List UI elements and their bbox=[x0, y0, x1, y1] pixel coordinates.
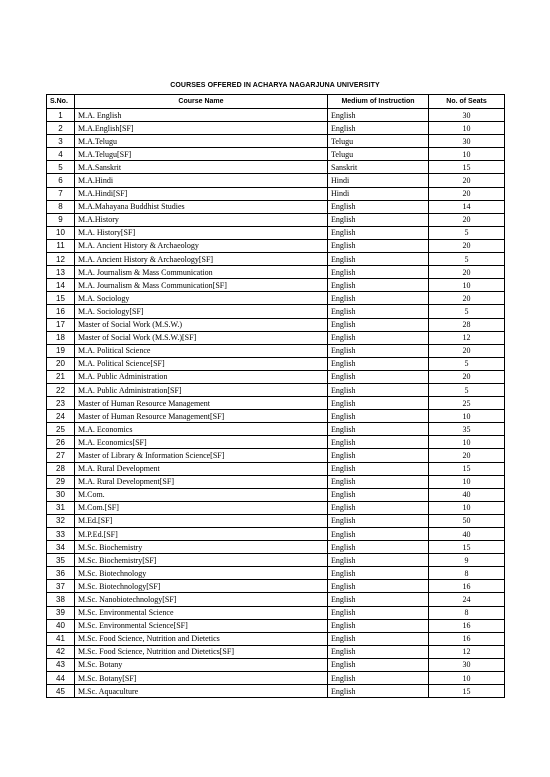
table-row bbox=[47, 514, 505, 527]
cell-medium: English bbox=[328, 423, 429, 436]
cell-course-name: M.A.Mahayana Buddhist Studies bbox=[75, 200, 328, 213]
cell-seats: 10 bbox=[429, 436, 505, 449]
table-row bbox=[47, 239, 505, 252]
cell-course-name: M.A. Journalism & Mass Communication bbox=[75, 266, 328, 279]
table-row bbox=[47, 436, 505, 449]
page-title: COURSES OFFERED IN ACHARYA NAGARJUNA UNIVERSITY bbox=[170, 82, 380, 89]
cell-sno: 20 bbox=[47, 357, 75, 370]
cell-sno: 7 bbox=[47, 187, 75, 200]
table-row bbox=[47, 122, 505, 135]
cell-sno: 33 bbox=[47, 528, 75, 541]
cell-course-name: M.A. Ancient History & Archaeology bbox=[75, 239, 328, 252]
cell-seats: 20 bbox=[429, 292, 505, 305]
cell-seats: 14 bbox=[429, 200, 505, 213]
table-row bbox=[47, 174, 505, 187]
table-row bbox=[47, 187, 505, 200]
cell-medium: English bbox=[328, 462, 429, 475]
cell-medium: English bbox=[328, 370, 429, 383]
cell-sno: 9 bbox=[47, 213, 75, 226]
cell-medium: English bbox=[328, 619, 429, 632]
cell-course-name: M.Sc. Aquaculture bbox=[75, 685, 328, 698]
cell-medium: Hindi bbox=[328, 187, 429, 200]
cell-sno: 43 bbox=[47, 658, 75, 671]
cell-medium: English bbox=[328, 436, 429, 449]
cell-medium: English bbox=[328, 331, 429, 344]
column-header-course-name: Course Name bbox=[75, 95, 328, 109]
cell-sno: 21 bbox=[47, 370, 75, 383]
table-row bbox=[47, 397, 505, 410]
cell-sno: 29 bbox=[47, 475, 75, 488]
cell-seats: 10 bbox=[429, 279, 505, 292]
cell-sno: 25 bbox=[47, 423, 75, 436]
table-row bbox=[47, 580, 505, 593]
cell-course-name: M.A.History bbox=[75, 213, 328, 226]
table-row bbox=[47, 488, 505, 501]
cell-course-name: Master of Human Resource Management[SF] bbox=[75, 410, 328, 423]
cell-seats: 28 bbox=[429, 318, 505, 331]
cell-medium: English bbox=[328, 567, 429, 580]
table-row bbox=[47, 213, 505, 226]
cell-seats: 20 bbox=[429, 213, 505, 226]
table-row bbox=[47, 501, 505, 514]
cell-medium: English bbox=[328, 541, 429, 554]
cell-seats: 20 bbox=[429, 187, 505, 200]
cell-sno: 17 bbox=[47, 318, 75, 331]
cell-seats: 10 bbox=[429, 410, 505, 423]
cell-course-name: M.Sc. Food Science, Nutrition and Dietetics[SF] bbox=[75, 645, 328, 658]
cell-course-name: M.Ed.[SF] bbox=[75, 514, 328, 527]
cell-course-name: M.Sc. Botany[SF] bbox=[75, 672, 328, 685]
cell-sno: 5 bbox=[47, 161, 75, 174]
cell-medium: English bbox=[328, 109, 429, 122]
cell-medium: English bbox=[328, 318, 429, 331]
cell-course-name: M.A. Journalism & Mass Communication[SF] bbox=[75, 279, 328, 292]
cell-sno: 39 bbox=[47, 606, 75, 619]
cell-seats: 15 bbox=[429, 541, 505, 554]
table-row bbox=[47, 541, 505, 554]
cell-medium: English bbox=[328, 488, 429, 501]
cell-course-name: M.Sc. Biotechnology[SF] bbox=[75, 580, 328, 593]
cell-course-name: M.A. Political Science[SF] bbox=[75, 357, 328, 370]
cell-sno: 22 bbox=[47, 383, 75, 396]
cell-sno: 34 bbox=[47, 541, 75, 554]
cell-course-name: M.Sc. Biochemistry bbox=[75, 541, 328, 554]
cell-course-name: M.A. English bbox=[75, 109, 328, 122]
cell-medium: English bbox=[328, 501, 429, 514]
cell-course-name: M.A. History[SF] bbox=[75, 226, 328, 239]
cell-seats: 5 bbox=[429, 305, 505, 318]
table-row bbox=[47, 135, 505, 148]
cell-medium: English bbox=[328, 122, 429, 135]
cell-seats: 15 bbox=[429, 462, 505, 475]
cell-course-name: M.A. Sociology bbox=[75, 292, 328, 305]
cell-sno: 31 bbox=[47, 501, 75, 514]
cell-medium: Telugu bbox=[328, 135, 429, 148]
cell-seats: 30 bbox=[429, 135, 505, 148]
cell-medium: English bbox=[328, 658, 429, 671]
cell-medium: Hindi bbox=[328, 174, 429, 187]
cell-sno: 8 bbox=[47, 200, 75, 213]
table-row bbox=[47, 357, 505, 370]
cell-sno: 2 bbox=[47, 122, 75, 135]
cell-sno: 10 bbox=[47, 226, 75, 239]
cell-seats: 20 bbox=[429, 266, 505, 279]
cell-seats: 15 bbox=[429, 161, 505, 174]
cell-sno: 35 bbox=[47, 554, 75, 567]
cell-sno: 6 bbox=[47, 174, 75, 187]
table-row bbox=[47, 383, 505, 396]
table-row bbox=[47, 567, 505, 580]
cell-seats: 10 bbox=[429, 148, 505, 161]
cell-course-name: M.A. Economics[SF] bbox=[75, 436, 328, 449]
cell-sno: 37 bbox=[47, 580, 75, 593]
cell-seats: 30 bbox=[429, 109, 505, 122]
column-header-seats: No. of Seats bbox=[429, 95, 505, 109]
table-row bbox=[47, 672, 505, 685]
cell-seats: 15 bbox=[429, 685, 505, 698]
cell-course-name: M.A. Rural Development bbox=[75, 462, 328, 475]
table-row bbox=[47, 279, 505, 292]
table-row bbox=[47, 619, 505, 632]
cell-course-name: M.A.Hindi[SF] bbox=[75, 187, 328, 200]
table-row bbox=[47, 109, 505, 122]
cell-sno: 24 bbox=[47, 410, 75, 423]
cell-course-name: M.A. Sociology[SF] bbox=[75, 305, 328, 318]
column-header-medium: Medium of Instruction bbox=[328, 95, 429, 109]
table-row bbox=[47, 305, 505, 318]
table-row bbox=[47, 685, 505, 698]
cell-medium: English bbox=[328, 410, 429, 423]
cell-course-name: M.P.Ed.[SF] bbox=[75, 528, 328, 541]
cell-sno: 40 bbox=[47, 619, 75, 632]
cell-medium: English bbox=[328, 554, 429, 567]
table-row bbox=[47, 475, 505, 488]
cell-medium: English bbox=[328, 672, 429, 685]
cell-medium: English bbox=[328, 279, 429, 292]
table-row bbox=[47, 226, 505, 239]
cell-seats: 20 bbox=[429, 344, 505, 357]
cell-medium: English bbox=[328, 645, 429, 658]
table-row bbox=[47, 253, 505, 266]
table-row bbox=[47, 658, 505, 671]
cell-course-name: M.Sc. Environmental Science[SF] bbox=[75, 619, 328, 632]
cell-sno: 13 bbox=[47, 266, 75, 279]
cell-seats: 20 bbox=[429, 370, 505, 383]
cell-seats: 20 bbox=[429, 449, 505, 462]
cell-course-name: M.Com. bbox=[75, 488, 328, 501]
cell-medium: English bbox=[328, 580, 429, 593]
cell-sno: 42 bbox=[47, 645, 75, 658]
table-row bbox=[47, 632, 505, 645]
courses-table bbox=[46, 94, 505, 698]
cell-sno: 23 bbox=[47, 397, 75, 410]
cell-sno: 26 bbox=[47, 436, 75, 449]
table-row bbox=[47, 266, 505, 279]
cell-seats: 5 bbox=[429, 357, 505, 370]
cell-seats: 16 bbox=[429, 632, 505, 645]
cell-medium: English bbox=[328, 292, 429, 305]
cell-course-name: M.Sc. Biochemistry[SF] bbox=[75, 554, 328, 567]
cell-medium: English bbox=[328, 200, 429, 213]
cell-course-name: M.Sc. Environmental Science bbox=[75, 606, 328, 619]
cell-course-name: M.A.Telugu bbox=[75, 135, 328, 148]
cell-seats: 10 bbox=[429, 122, 505, 135]
cell-seats: 40 bbox=[429, 488, 505, 501]
table-row bbox=[47, 462, 505, 475]
cell-medium: Telugu bbox=[328, 148, 429, 161]
table-row bbox=[47, 318, 505, 331]
table-row bbox=[47, 449, 505, 462]
cell-medium: English bbox=[328, 685, 429, 698]
cell-course-name: M.A. Political Science bbox=[75, 344, 328, 357]
cell-seats: 10 bbox=[429, 501, 505, 514]
cell-sno: 4 bbox=[47, 148, 75, 161]
cell-medium: English bbox=[328, 305, 429, 318]
cell-course-name: M.A. Rural Development[SF] bbox=[75, 475, 328, 488]
cell-course-name: M.A.Telugu[SF] bbox=[75, 148, 328, 161]
column-header-sno: S.No. bbox=[47, 95, 75, 109]
cell-seats: 16 bbox=[429, 619, 505, 632]
cell-sno: 36 bbox=[47, 567, 75, 580]
cell-seats: 10 bbox=[429, 672, 505, 685]
cell-medium: English bbox=[328, 383, 429, 396]
cell-seats: 20 bbox=[429, 239, 505, 252]
cell-seats: 5 bbox=[429, 253, 505, 266]
table-row bbox=[47, 148, 505, 161]
cell-medium: English bbox=[328, 475, 429, 488]
cell-course-name: M.Sc. Biotechnology bbox=[75, 567, 328, 580]
cell-sno: 14 bbox=[47, 279, 75, 292]
cell-seats: 8 bbox=[429, 606, 505, 619]
cell-sno: 16 bbox=[47, 305, 75, 318]
cell-course-name: M.A.Sanskrit bbox=[75, 161, 328, 174]
cell-sno: 12 bbox=[47, 253, 75, 266]
cell-medium: English bbox=[328, 397, 429, 410]
cell-sno: 27 bbox=[47, 449, 75, 462]
cell-course-name: M.A. Economics bbox=[75, 423, 328, 436]
table-row bbox=[47, 200, 505, 213]
table-row bbox=[47, 410, 505, 423]
table-body bbox=[47, 109, 505, 698]
cell-seats: 24 bbox=[429, 593, 505, 606]
cell-medium: English bbox=[328, 239, 429, 252]
table-row bbox=[47, 606, 505, 619]
table-row bbox=[47, 344, 505, 357]
cell-sno: 44 bbox=[47, 672, 75, 685]
table-row bbox=[47, 161, 505, 174]
cell-sno: 19 bbox=[47, 344, 75, 357]
cell-course-name: M.A. Public Administration[SF] bbox=[75, 383, 328, 396]
cell-sno: 11 bbox=[47, 239, 75, 252]
cell-medium: English bbox=[328, 606, 429, 619]
cell-medium: English bbox=[328, 226, 429, 239]
cell-seats: 9 bbox=[429, 554, 505, 567]
cell-course-name: M.A.English[SF] bbox=[75, 122, 328, 135]
cell-medium: English bbox=[328, 632, 429, 645]
cell-medium: English bbox=[328, 514, 429, 527]
cell-seats: 5 bbox=[429, 226, 505, 239]
cell-course-name: Master of Human Resource Management bbox=[75, 397, 328, 410]
cell-seats: 50 bbox=[429, 514, 505, 527]
cell-sno: 15 bbox=[47, 292, 75, 305]
cell-sno: 1 bbox=[47, 109, 75, 122]
cell-course-name: Master of Social Work (M.S.W.)[SF] bbox=[75, 331, 328, 344]
cell-seats: 25 bbox=[429, 397, 505, 410]
cell-sno: 18 bbox=[47, 331, 75, 344]
cell-seats: 35 bbox=[429, 423, 505, 436]
cell-sno: 28 bbox=[47, 462, 75, 475]
cell-course-name: M.Sc. Botany bbox=[75, 658, 328, 671]
cell-course-name: M.A. Public Administration bbox=[75, 370, 328, 383]
cell-course-name: M.Com.[SF] bbox=[75, 501, 328, 514]
cell-sno: 3 bbox=[47, 135, 75, 148]
table-row bbox=[47, 331, 505, 344]
cell-medium: English bbox=[328, 357, 429, 370]
cell-medium: English bbox=[328, 344, 429, 357]
cell-seats: 8 bbox=[429, 567, 505, 580]
cell-course-name: M.Sc. Food Science, Nutrition and Dietetics bbox=[75, 632, 328, 645]
cell-course-name: M.A.Hindi bbox=[75, 174, 328, 187]
cell-medium: English bbox=[328, 593, 429, 606]
cell-medium: English bbox=[328, 528, 429, 541]
cell-seats: 10 bbox=[429, 475, 505, 488]
table-row bbox=[47, 593, 505, 606]
cell-seats: 40 bbox=[429, 528, 505, 541]
cell-seats: 30 bbox=[429, 658, 505, 671]
cell-course-name: Master of Library & Information Science[SF] bbox=[75, 449, 328, 462]
cell-sno: 38 bbox=[47, 593, 75, 606]
cell-seats: 16 bbox=[429, 580, 505, 593]
table-row bbox=[47, 528, 505, 541]
cell-medium: English bbox=[328, 213, 429, 226]
cell-seats: 20 bbox=[429, 174, 505, 187]
table-header-row bbox=[47, 95, 505, 109]
cell-seats: 12 bbox=[429, 645, 505, 658]
cell-sno: 32 bbox=[47, 514, 75, 527]
cell-seats: 12 bbox=[429, 331, 505, 344]
cell-medium: English bbox=[328, 266, 429, 279]
table-row bbox=[47, 554, 505, 567]
table-row bbox=[47, 645, 505, 658]
table-row bbox=[47, 423, 505, 436]
cell-sno: 30 bbox=[47, 488, 75, 501]
cell-course-name: M.Sc. Nanobiotechnology[SF] bbox=[75, 593, 328, 606]
cell-course-name: Master of Social Work (M.S.W.) bbox=[75, 318, 328, 331]
cell-medium: English bbox=[328, 449, 429, 462]
cell-course-name: M.A. Ancient History & Archaeology[SF] bbox=[75, 253, 328, 266]
table-row bbox=[47, 292, 505, 305]
cell-sno: 45 bbox=[47, 685, 75, 698]
cell-seats: 5 bbox=[429, 383, 505, 396]
cell-medium: English bbox=[328, 253, 429, 266]
cell-medium: Sanskrit bbox=[328, 161, 429, 174]
cell-sno: 41 bbox=[47, 632, 75, 645]
table-row bbox=[47, 370, 505, 383]
